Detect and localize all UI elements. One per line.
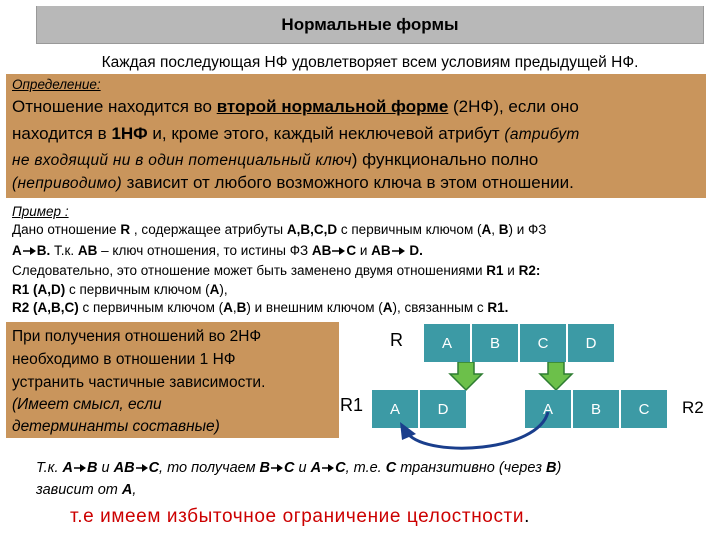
arrow-right-icon bbox=[270, 463, 284, 473]
arrow-right-icon bbox=[391, 246, 406, 256]
b-bold: B bbox=[259, 460, 271, 476]
ex-text: с первичным ключом ( bbox=[78, 300, 224, 315]
example-line-4 bbox=[12, 282, 228, 297]
b-bold: AB bbox=[113, 460, 135, 476]
ex-text: , содержащее атрибуты bbox=[130, 222, 287, 237]
b-bold: C bbox=[148, 460, 160, 476]
arrow-right-icon bbox=[331, 246, 346, 256]
def-text-italic: (неприводимо) bbox=[12, 175, 122, 192]
def-text: Отношение находится во bbox=[12, 97, 217, 116]
definition-label: Определение: bbox=[12, 77, 101, 92]
title-bar bbox=[36, 6, 704, 44]
ex-bold: R1 bbox=[486, 263, 504, 278]
ex-bold: B bbox=[236, 300, 247, 315]
note-line-2: необходимо в отношении 1 НФ bbox=[12, 351, 236, 368]
ex-bold: R2: bbox=[518, 263, 541, 278]
arrow-right-icon bbox=[22, 246, 37, 256]
ex-text: и bbox=[503, 263, 519, 278]
ex-text: с первичным ключом ( bbox=[337, 222, 482, 237]
b-bold: C bbox=[335, 460, 346, 476]
note-line-1: При получения отношений во 2НФ bbox=[12, 328, 262, 345]
b-text: и bbox=[97, 460, 114, 476]
def-term-2nf: второй нормальной форме bbox=[216, 97, 449, 116]
b-bold: C bbox=[284, 460, 295, 476]
ex-text: , bbox=[491, 222, 499, 237]
conclusion-dot: . bbox=[524, 506, 530, 527]
ex-bold: R2 (A,B,C) bbox=[12, 300, 79, 315]
ex-text: и bbox=[356, 243, 372, 258]
b-bold: B bbox=[87, 460, 98, 476]
b-bold: A bbox=[62, 460, 73, 476]
ex-bold: R1. bbox=[487, 300, 509, 315]
note-line-4: (Имеет смысл, если bbox=[12, 396, 162, 413]
ex-bold: AB bbox=[77, 243, 98, 258]
subtitle: Каждая последующая НФ удовлетворяет всем условиям предыдущей НФ. bbox=[101, 54, 639, 71]
relation-r-label: R bbox=[390, 330, 403, 350]
ex-text: Дано отношение bbox=[12, 222, 121, 237]
ex-bold: AB bbox=[311, 243, 332, 258]
ex-text: с первичным ключом ( bbox=[65, 282, 210, 297]
ex-text: , bbox=[232, 300, 237, 315]
definition-line-2 bbox=[12, 124, 580, 144]
r2-attr-a: A bbox=[525, 390, 571, 428]
example-line-3 bbox=[12, 263, 540, 278]
r2-attr-c: C bbox=[621, 390, 667, 428]
b-text: , bbox=[132, 482, 137, 498]
b-text: зависит от bbox=[36, 482, 122, 498]
ex-text: ) и внешним ключом ( bbox=[246, 300, 383, 315]
ex-text: ) и ФЗ bbox=[508, 222, 547, 237]
page-title: Нормальные формы bbox=[281, 14, 459, 34]
ex-bold: A bbox=[223, 300, 233, 315]
b-text: ) bbox=[556, 460, 562, 476]
r-attr-d: D bbox=[568, 324, 614, 362]
def-text-italic: (атрибут bbox=[504, 126, 580, 143]
example-line-2 bbox=[12, 243, 423, 258]
conclusion-text: т.е имеем избыточное ограничение целостности bbox=[70, 506, 525, 527]
bottom-line-2 bbox=[36, 482, 136, 498]
ex-text: ), связанным с bbox=[392, 300, 488, 315]
example-line-1 bbox=[12, 222, 546, 237]
b-text: , то получаем bbox=[159, 460, 260, 476]
ex-text: ), bbox=[219, 282, 228, 297]
arrow-right-icon bbox=[135, 463, 149, 473]
ex-bold: C bbox=[346, 243, 357, 258]
note-line-3: устранить частичные зависимости. bbox=[12, 374, 266, 391]
ex-bold: A bbox=[209, 282, 220, 297]
ex-bold: B bbox=[498, 222, 509, 237]
definition-line-3 bbox=[12, 150, 538, 170]
b-bold: C bbox=[385, 460, 397, 476]
ex-bold: R1 (A,D) bbox=[12, 282, 66, 297]
arrow-right-icon bbox=[321, 463, 335, 473]
conclusion bbox=[70, 506, 530, 528]
b-bold: A bbox=[121, 482, 133, 498]
foreign-key-arrow-icon bbox=[390, 408, 560, 458]
def-text: (2НФ), если оно bbox=[448, 97, 579, 116]
r1-attr-d: D bbox=[420, 390, 466, 428]
def-text: и, кроме этого, каждый неключевой атрибут bbox=[147, 124, 505, 143]
b-text: транзитивно (через bbox=[396, 460, 546, 476]
definition-line-4 bbox=[12, 173, 574, 193]
def-text: находится в bbox=[12, 124, 112, 143]
r-attr-b: B bbox=[472, 324, 518, 362]
b-bold: A bbox=[310, 460, 322, 476]
definition-line-1 bbox=[12, 97, 579, 117]
ex-bold: A bbox=[481, 222, 492, 237]
ex-text: Следовательно, это отношение может быть заменено двумя отношениями bbox=[12, 263, 487, 278]
r1-attr-a: A bbox=[372, 390, 418, 428]
ex-text: Т.к. bbox=[50, 243, 78, 258]
def-text: ) функционально полно bbox=[351, 150, 539, 169]
example-line-5 bbox=[12, 300, 508, 315]
ex-bold: A bbox=[12, 243, 22, 258]
note-line-5: детерминанты составные) bbox=[12, 418, 220, 435]
b-text: , т.е. bbox=[345, 460, 386, 476]
arrow-right-icon bbox=[73, 463, 87, 473]
r-attr-c: C bbox=[520, 324, 566, 362]
r2-attr-b: B bbox=[573, 390, 619, 428]
ex-bold: AB bbox=[371, 243, 391, 258]
decompose-arrow-r2-icon bbox=[538, 362, 574, 392]
ex-bold: A,B,C,D bbox=[286, 222, 338, 237]
r-attr-a: A bbox=[424, 324, 470, 362]
b-bold: B bbox=[546, 460, 557, 476]
relation-r2-label: R2 bbox=[682, 398, 704, 417]
b-text: и bbox=[294, 460, 311, 476]
ex-text: – ключ отношения, то истины ФЗ bbox=[97, 243, 312, 258]
def-text-italic: не входящий ни в один потенциальный ключ bbox=[12, 152, 352, 169]
decompose-arrow-r1-icon bbox=[448, 362, 484, 392]
b-text: Т.к. bbox=[36, 460, 63, 476]
ex-bold: D. bbox=[405, 243, 423, 258]
def-text: зависит от любого возможного ключа в этом отношении. bbox=[121, 173, 574, 192]
ex-bold: A bbox=[382, 300, 393, 315]
ex-bold: R bbox=[120, 222, 131, 237]
relation-r1-label: R1 bbox=[340, 395, 364, 415]
def-term-1nf: 1НФ bbox=[111, 124, 148, 143]
ex-bold: B. bbox=[36, 243, 51, 258]
example-label: Пример : bbox=[12, 204, 69, 219]
bottom-line-1 bbox=[36, 460, 561, 476]
